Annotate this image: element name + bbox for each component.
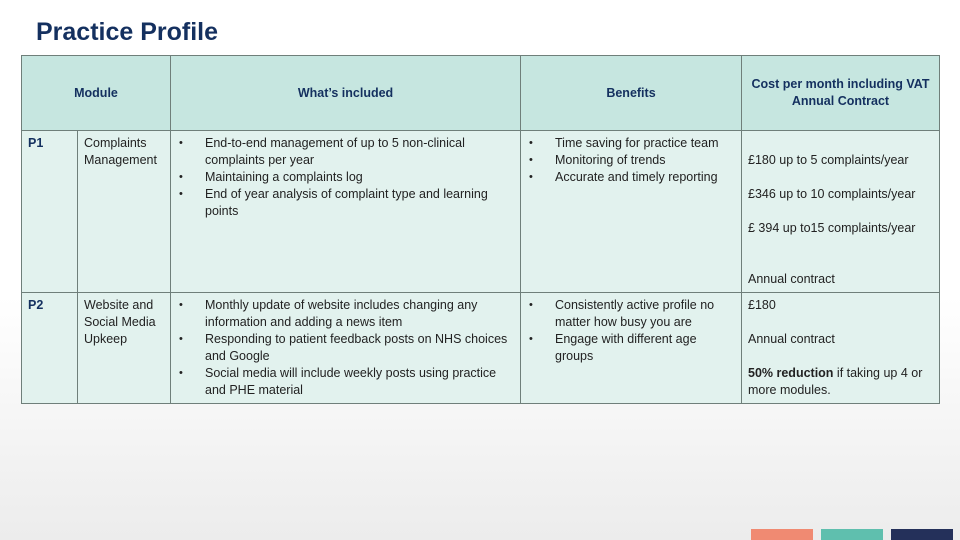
price-line: £180 — [748, 298, 776, 312]
list-item: • Responding to patient feedback posts on NHS choices and Google — [177, 331, 514, 365]
table-row — [22, 293, 940, 404]
cost-cell — [742, 293, 940, 404]
table-header-row — [22, 56, 940, 131]
module-name: Complaints Management — [78, 131, 171, 293]
list-item: • Time saving for practice team — [527, 135, 735, 152]
header-cost: Cost per month including VAT Annual Contract — [742, 56, 940, 131]
benefits-cell — [521, 293, 742, 404]
included-cell — [171, 293, 521, 404]
contract-note: Annual contract — [748, 332, 835, 346]
header-included: What’s included — [171, 56, 521, 131]
module-name: Website and Social Media Upkeep — [78, 293, 171, 404]
table-row — [22, 131, 940, 293]
list-item: • End of year analysis of complaint type and learning points — [177, 186, 514, 220]
header-module: Module — [22, 56, 171, 131]
modules-table — [21, 55, 940, 404]
decor-block-coral — [751, 529, 813, 540]
contract-note: Annual contract — [748, 272, 835, 286]
list-item: • Monthly update of website includes changing any information and adding a news item — [177, 297, 514, 331]
discount-text: if taking up 4 or more modules. — [748, 366, 923, 397]
list-item: • Maintaining a complaints log — [177, 169, 514, 186]
list-item: • Accurate and timely reporting — [527, 169, 735, 186]
list-item: • Consistently active profile no matter how busy you are — [527, 297, 735, 331]
discount-note — [748, 365, 933, 399]
page-title: Practice Profile — [36, 18, 219, 46]
list-item: • Social media will include weekly posts using practice and PHE material — [177, 365, 514, 399]
module-code: P1 — [22, 131, 78, 293]
included-cell — [171, 131, 521, 293]
price-line: £ 394 up to15 complaints/year — [748, 221, 916, 235]
list-item: • Engage with different age groups — [527, 331, 735, 365]
price-line: £346 up to 10 complaints/year — [748, 187, 916, 201]
header-benefits: Benefits — [521, 56, 742, 131]
list-item: • End-to-end management of up to 5 non-clinical complaints per year — [177, 135, 514, 169]
list-item: • Monitoring of trends — [527, 152, 735, 169]
price-line: £180 up to 5 complaints/year — [748, 153, 909, 167]
decor-block-teal — [821, 529, 883, 540]
decor-block-navy — [891, 529, 953, 540]
benefits-cell — [521, 131, 742, 293]
module-code: P2 — [22, 293, 78, 404]
discount-highlight: 50% reduction — [748, 366, 834, 380]
cost-cell — [742, 131, 940, 293]
